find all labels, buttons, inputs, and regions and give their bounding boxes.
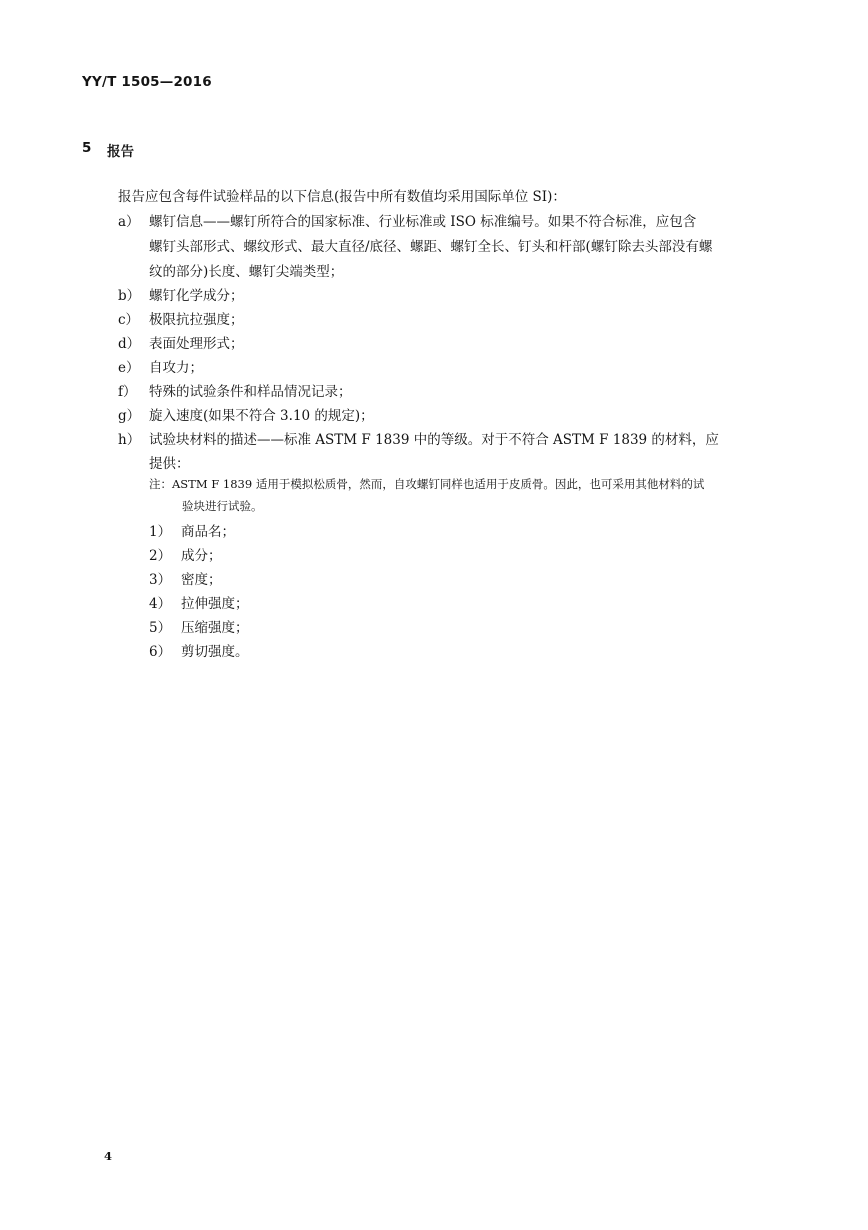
standard-id-header: YY/T 1505—2016 [82, 74, 212, 90]
list-item-d: 表面处理形式； [149, 336, 244, 352]
list-item-label-f: f） [118, 384, 137, 400]
sub-item-label-3: 3） [149, 572, 172, 588]
list-item-h-line-1: 试验块材料的描述——标准 ASTM F 1839 中的等级。对于不符合 ASTM F 1839 的材料，应 [149, 432, 719, 448]
note-line-2: 验块进行试验。 [182, 499, 263, 513]
section-title: 报告 [107, 144, 134, 160]
list-item-a-line-3: 纹的部分)长度、螺钉尖端类型； [149, 264, 344, 280]
list-item-label-d: d） [118, 336, 141, 352]
list-item-b: 螺钉化学成分； [149, 288, 244, 304]
sub-item-2: 成分； [181, 548, 222, 564]
list-item-label-b: b） [118, 288, 141, 304]
list-item-g: 旋入速度(如果不符合 3.10 的规定)； [149, 408, 374, 424]
note-line-1: 注：ASTM F 1839 适用于模拟松质骨，然而，自攻螺钉同样也适用于皮质骨。因此，也可采用其他材料的试 [149, 477, 705, 491]
sub-item-label-6: 6） [149, 644, 172, 660]
list-item-a-line-2: 螺钉头部形式、螺纹形式、最大直径/底径、螺距、螺钉全长、钉头和杆部(螺钉除去头部没有螺 [149, 239, 713, 255]
sub-item-5: 压缩强度； [181, 620, 249, 636]
sub-item-label-4: 4） [149, 596, 172, 612]
sub-item-label-1: 1） [149, 524, 172, 540]
list-item-label-a: a） [118, 214, 140, 230]
sub-item-1: 商品名； [181, 524, 235, 540]
list-item-label-g: g） [118, 408, 141, 424]
list-item-label-c: c） [118, 312, 140, 328]
intro-paragraph: 报告应包含每件试验样品的以下信息(报告中所有数值均采用国际单位 SI)： [118, 189, 566, 205]
list-item-label-e: e） [118, 360, 140, 376]
sub-item-6: 剪切强度。 [181, 644, 249, 660]
page-number: 4 [104, 1149, 113, 1163]
section-number: 5 [82, 140, 92, 156]
list-item-label-h: h） [118, 432, 141, 448]
sub-item-label-2: 2） [149, 548, 172, 564]
sub-item-label-5: 5） [149, 620, 172, 636]
sub-item-3: 密度； [181, 572, 222, 588]
list-item-f: 特殊的试验条件和样品情况记录； [149, 384, 352, 400]
list-item-e: 自攻力； [149, 360, 203, 376]
list-item-c: 极限抗拉强度； [149, 312, 244, 328]
list-item-h-line-2: 提供： [149, 456, 190, 472]
list-item-a-line-1: 螺钉信息——螺钉所符合的国家标准、行业标准或 ISO 标准编号。如果不符合标准，应包含 [149, 214, 697, 230]
sub-item-4: 拉伸强度； [181, 596, 249, 612]
